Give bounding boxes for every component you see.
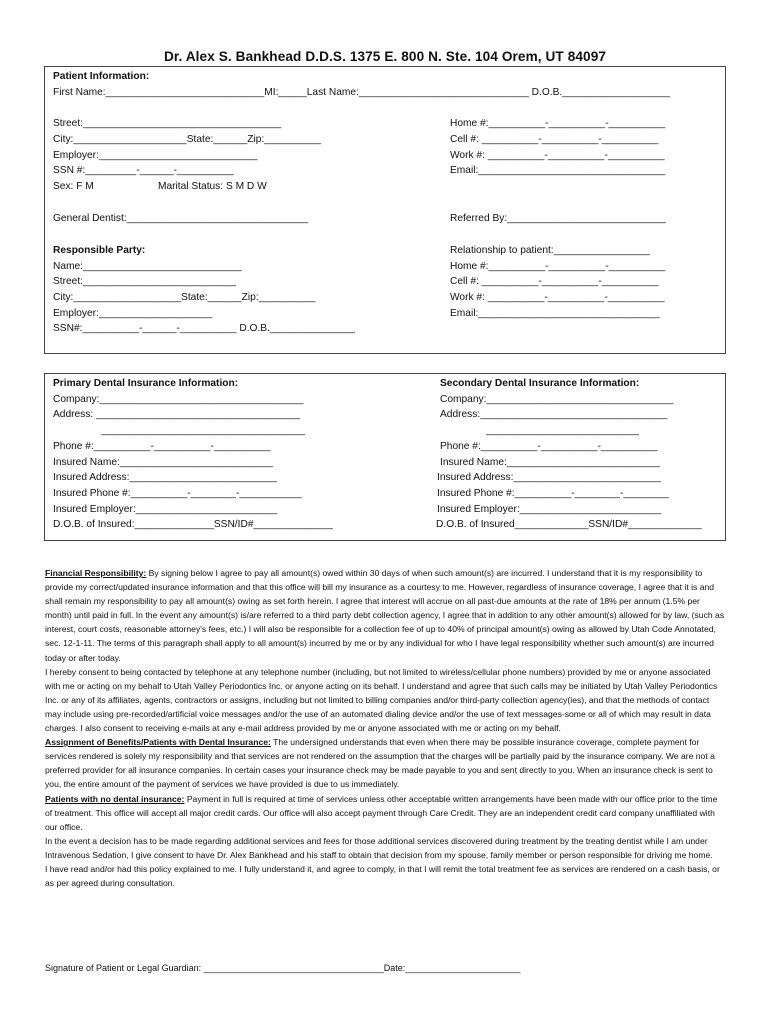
sedation-paragraph: In the event a decision has to be made regarding additional services and fees for those additional services discovered during treatment by the treating dentist while I am under Intravenous Sedation, I give consent to have Dr. Alex Bankhead and his staff to obtain that decision from my spouse, family member or person responsible for driving me home. [45,835,713,860]
terms-section [45,566,725,890]
secondary-insurance-heading: Secondary Dental Insurance Information: [440,378,640,389]
secondary-insured-phone-field[interactable]: Insured Phone #:__________-________-________ [437,488,669,499]
secondary-address-line2-field[interactable]: ___________________________ [486,425,639,436]
phone-consent-paragraph: I hereby consent to being contacted by telephone at any telephone number (including, but not limited to wireless/cellular phone numbers) provided by me or anyone associated with me or acting on my behalf to Utah Valley Periodontics Inc. or anyone acting on its behalf. I understand and agree that such calls may be initiated by Utah Valley Periodontics Inc. or any of its affiliates, agents, contractors or assigns, including but not limited to billing companies and/or third-party collection agency(ies), and that the methods of contact may include using pre-recorded/artificial voice messages and/or the use of an automated dialing device and/or the use of text messages-some or all of which may result in data charges. I also consent to receiving e-mails at any e-mail address provided by me or anyone associated with me or acting on my behalf. [45,666,718,734]
no-insurance-heading: Patients with no dental insurance: [45,793,185,804]
responsible-work-phone-field[interactable]: Work #: __________-__________-__________ [450,292,665,303]
responsible-ssn-field[interactable]: SSN#:__________-______-__________ D.O.B._______________ [53,323,355,334]
primary-phone-field[interactable]: Phone #:__________-__________-__________ [53,441,271,452]
assignment-of-benefits-text: The undersigned understands that even when there may be possible insurance coverage, complete payment for services rendered is solely my responsibility and that services are not rendered on the assumption that the charges will be partially paid by the insurance company. We are not a preferred provider for all insurance companies. In certain cases your insurance check may be made payable to you and sent directly to you. When an insurance check is sent to you, the entire amount of the payment of services we have provided is due to us immediately. [45,737,715,790]
primary-insured-name-field[interactable]: Insured Name:___________________________ [53,457,273,468]
responsible-name-field[interactable]: Name:____________________________ [53,261,242,272]
secondary-insured-dob-field[interactable]: D.O.B. of Insured_____________SSN/ID#_____________ [436,519,702,530]
financial-responsibility-paragraph [45,566,725,665]
patient-ssn-field[interactable]: SSN #:_________-______-__________ [53,165,234,176]
responsible-email-field[interactable]: Email:________________________________ [450,308,660,319]
responsible-employer-field[interactable]: Employer:____________________ [53,308,213,319]
secondary-company-field[interactable]: Company:_________________________________ [440,394,674,405]
primary-insured-address-field[interactable]: Insured Address:__________________________ [53,472,277,483]
secondary-insured-name-field[interactable]: Insured Name:___________________________ [440,457,660,468]
responsible-home-phone-field[interactable]: Home #:__________-__________-__________ [450,261,666,272]
agreement-paragraph: I have read and/or had this policy explained to me. I fully understand it, and agree to comply, in that I will remit the total treatment fee as services are rendered on a cash basis, or as per agreed during consultation. [45,863,720,889]
patient-marital-field[interactable]: Marital Status: S M D W [158,181,267,192]
primary-address-field[interactable]: Address: ____________________________________ [53,409,301,420]
financial-responsibility-text: By signing below I agree to pay all amount(s) owed within 30 days of when such amount(s) are incurred. I understand that it is my responsibility to provide my correct/updated insurance information and that this office will bill my insurance as a courtesy to me. However, regardless of insurance coverage, I agree that it is and shall remain my responsibility to pay all amount(s) owing as set forth herein. I agree that interest will accrue on all past-due amounts at the rate of 18% per annum (1.5% per month) until paid in full. In the event any amount(s) is/are referred to a third party debt collection agency, I agree that in addition to any other amount(s) allowed for by law, (such as interest, court costs, reasonable attorney's fees, etc.) I will also be responsible for a collection fee of up to 40% of principal amount(s) owing as allowed by Utah Code Annotated, sec. 12-1-11. The terms of this paragraph shall apply to all amount(s) incurred by me or by any individual for who I have legal responsibility whether such amount(s) are incurred today or after today. [45,568,725,663]
referred-by-field[interactable]: Referred By:____________________________ [450,213,666,224]
patient-sex-field[interactable]: Sex: F M [53,181,94,192]
secondary-phone-field[interactable]: Phone #:__________-__________-__________ [440,441,658,452]
primary-insured-employer-field[interactable]: Insured Employer:_________________________ [53,504,278,515]
assignment-of-benefits-paragraph [45,735,725,791]
page-title: Dr. Alex S. Bankhead D.D.S. 1375 E. 800 N. Ste. 104 Orem, UT 84097 [163,49,607,64]
patient-home-phone-field[interactable]: Home #:__________-__________-__________ [450,118,666,129]
no-insurance-paragraph [45,792,725,834]
secondary-insured-address-field[interactable]: Insured Address:__________________________ [437,472,661,483]
no-insurance-text: Payment in full is required at time of services unless other acceptable written arrangements have been made with our office prior to the time of treatment. This office will accept all major credit cards. Our office will also accept payment through Care Credit. They are an independent credit card company unaffiliated with our office. [45,793,718,832]
general-dentist-field[interactable]: General Dentist:________________________________ [53,213,308,224]
financial-responsibility-heading: Financial Responsibility: [45,568,147,578]
patient-street-field[interactable]: Street:___________________________________ [53,118,282,129]
responsible-party-heading: Responsible Party: [53,245,146,256]
patient-info-heading: Patient Information: [53,71,150,82]
responsible-street-field[interactable]: Street:___________________________ [53,276,236,287]
patient-cell-phone-field[interactable]: Cell #: __________-__________-__________ [450,134,659,145]
assignment-of-benefits-heading: Assignment of Benefits/Patients with Dental Insurance: [45,737,271,748]
secondary-insured-employer-field[interactable]: Insured Employer:_________________________ [437,504,662,515]
patient-email-field[interactable]: Email:_________________________________ [450,165,666,176]
responsible-cell-phone-field[interactable]: Cell #: __________-__________-__________ [450,276,659,287]
patient-name-field[interactable]: First Name:____________________________MI:_____Last Name:______________________________ D.O.B.___________________ [53,87,670,98]
primary-address-line2-field[interactable]: ____________________________________ [101,425,305,436]
primary-company-field[interactable]: Company:____________________________________ [53,394,304,405]
signature-line[interactable]: Signature of Patient or Legal Guardian: ____________________________________Date:_______________________ [45,963,521,973]
responsible-city-field[interactable]: City:___________________State:______Zip:__________ [53,292,316,303]
secondary-address-field[interactable]: Address:_________________________________ [440,409,668,420]
patient-employer-field[interactable]: Employer:____________________________ [53,150,258,161]
primary-insured-dob-field[interactable]: D.O.B. of Insured:______________SSN/ID#______________ [53,519,333,530]
primary-insurance-heading: Primary Dental Insurance Information: [53,378,239,389]
patient-city-field[interactable]: City:____________________State:______Zip:__________ [53,134,321,145]
patient-work-phone-field[interactable]: Work #: __________-__________-__________ [450,150,665,161]
primary-insured-phone-field[interactable]: Insured Phone #:__________-________-___________ [53,488,302,499]
relationship-field[interactable]: Relationship to patient:_________________ [450,245,650,256]
